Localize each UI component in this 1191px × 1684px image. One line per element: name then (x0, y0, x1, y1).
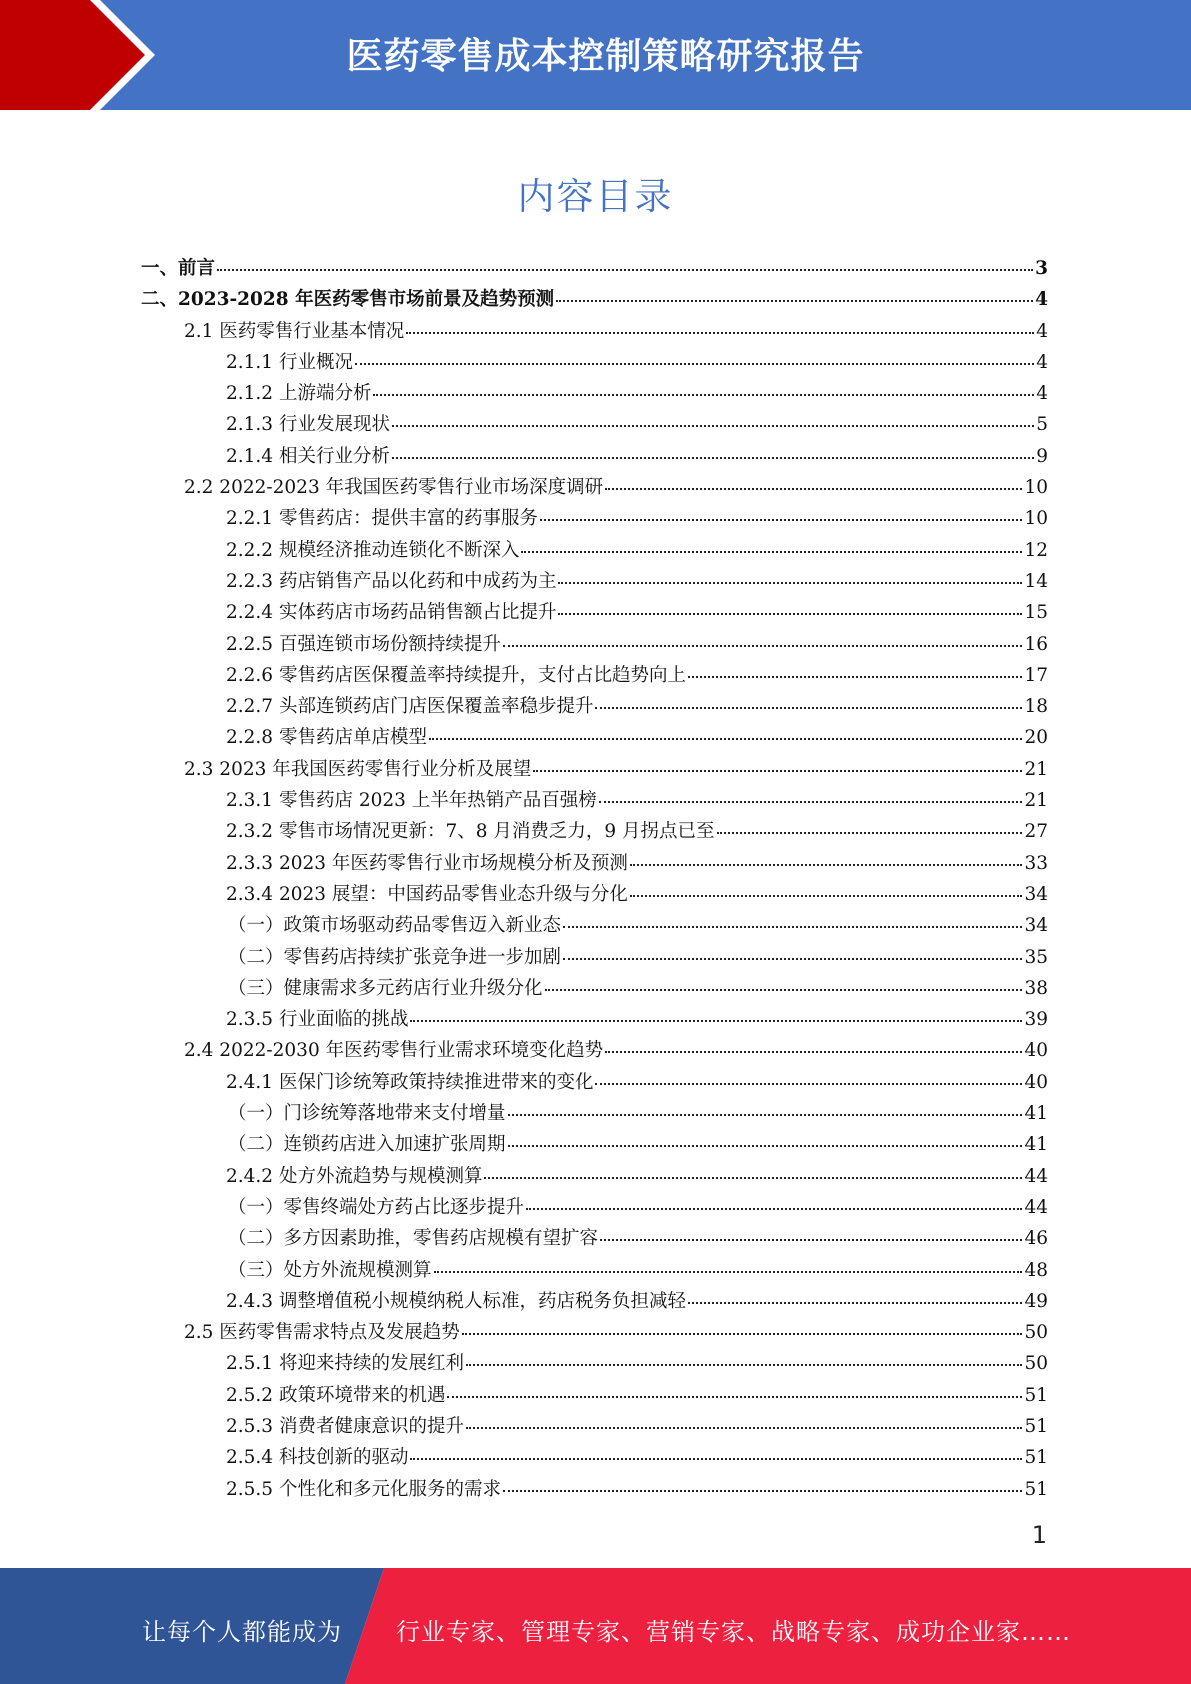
toc-entry-page: 4 (1035, 289, 1048, 311)
toc-entry[interactable] (141, 692, 1048, 723)
toc-entry-page: 35 (1024, 946, 1048, 968)
toc-entry[interactable] (141, 1412, 1048, 1443)
toc-entry-label: 2.2 2022-2023 年我国医药零售行业市场深度调研 (184, 477, 604, 499)
report-title: 医药零售成本控制策略研究报告 (346, 36, 865, 77)
toc-dot-leader (533, 770, 1022, 772)
toc-dot-leader (558, 582, 1022, 584)
toc-dot-leader (466, 1364, 1022, 1366)
toc-entry-label: 2.2.5 百强连锁市场份额持续提升 (226, 633, 501, 655)
toc-entry-label: 2.5.1 将迎来持续的发展红利 (226, 1353, 464, 1375)
toc-entry-page: 14 (1024, 570, 1048, 592)
toc-entry-page: 34 (1024, 883, 1048, 905)
toc-entry-label: 2.3.3 2023 年医药零售行业市场规模分析及预测 (226, 852, 628, 874)
toc-entry-page: 3 (1035, 258, 1048, 279)
toc-dot-leader (410, 1458, 1022, 1460)
toc-dot-leader (717, 832, 1023, 834)
toc-entry-label: 2.1.1 行业概况 (226, 351, 353, 373)
footer-banner (0, 1568, 1191, 1684)
toc-entry-label: 2.5.5 个性化和多元化服务的需求 (226, 1478, 501, 1500)
toc-dot-leader (392, 425, 1034, 427)
toc-entry-page: 40 (1024, 1071, 1048, 1093)
toc-entry-label: （一）政策市场驱动药品零售迈入新业态 (228, 915, 562, 937)
toc-entry[interactable] (141, 1256, 1048, 1287)
toc-dot-leader (503, 645, 1022, 647)
toc-entry-label: 2.1.3 行业发展现状 (226, 414, 390, 436)
toc-entry-page: 38 (1024, 977, 1048, 999)
toc-entry-label: 2.4.1 医保门诊统筹政策持续推进带来的变化 (226, 1071, 594, 1093)
toc-entry-label: 2.2.3 药店销售产品以化药和中成药为主 (226, 570, 557, 592)
toc-entry[interactable] (141, 1349, 1048, 1380)
toc-entry-label: （二）零售药店持续扩张竞争进一步加剧 (228, 946, 562, 968)
toc-dot-leader (429, 738, 1022, 740)
toc-entry[interactable] (141, 817, 1048, 848)
toc-entry-page: 41 (1024, 1103, 1048, 1125)
toc-dot-leader (605, 1051, 1022, 1053)
toc-entry[interactable] (141, 410, 1048, 441)
toc-entry-page: 9 (1036, 445, 1048, 467)
toc-entry[interactable] (141, 473, 1048, 504)
toc-entry-label: 2.4 2022-2030 年医药零售行业需求环境变化趋势 (184, 1040, 604, 1062)
toc-entry-page: 48 (1024, 1259, 1048, 1281)
toc-dot-leader (556, 300, 1033, 302)
toc-dot-leader (599, 801, 1023, 803)
toc-entry[interactable] (141, 786, 1048, 817)
toc-entry-label: 2.5 医药零售需求特点及发展趋势 (184, 1322, 460, 1344)
toc-entry-label: 2.3.1 零售药店 2023 上半年热销产品百强榜 (226, 790, 597, 812)
toc-entry-page: 50 (1024, 1353, 1048, 1375)
toc-entry-label: 2.1 医药零售行业基本情况 (184, 320, 405, 342)
toc-entry-label: 2.2.1 零售药店：提供丰富的药事服务 (226, 508, 538, 530)
toc-dot-leader (563, 958, 1022, 960)
toc-entry-label: 2.5.2 政策环境带来的机遇 (226, 1384, 446, 1406)
toc-entry-label: （三）处方外流规模测算 (228, 1259, 432, 1281)
toc-entry-label: 2.1.4 相关行业分析 (226, 445, 390, 467)
toc-entry-label: 2.3.5 行业面临的挑战 (226, 1009, 409, 1031)
toc-entry[interactable] (141, 1068, 1048, 1099)
toc-entry-page: 4 (1036, 320, 1048, 342)
toc-dot-leader (545, 989, 1023, 991)
toc-dot-leader (605, 488, 1022, 490)
toc-dot-leader (508, 1114, 1023, 1116)
toc-entry-label: 2.3.4 2023 展望：中国药品零售业态升级与分化 (226, 883, 628, 905)
toc-dot-leader (688, 1302, 1022, 1304)
toc-entry-page: 12 (1024, 539, 1048, 561)
footer-slogan-right: 行业专家、管理专家、营销专家、战略专家、成功企业家…… (396, 1618, 1071, 1646)
toc-entry[interactable] (141, 911, 1048, 942)
toc-dot-leader (630, 864, 1023, 866)
toc-entry[interactable] (141, 348, 1048, 379)
toc-entry-page: 40 (1024, 1040, 1048, 1062)
toc-dot-leader (355, 363, 1034, 365)
toc-entry[interactable] (141, 849, 1048, 880)
toc-entry-page: 46 (1024, 1228, 1048, 1250)
footer-slogan-left: 让每个人都能成为 (142, 1618, 342, 1646)
toc-dot-leader (447, 1396, 1022, 1398)
toc-dot-leader (630, 895, 1023, 897)
toc-dot-leader (540, 519, 1022, 521)
toc-entry[interactable] (141, 1130, 1048, 1161)
toc-entry[interactable] (141, 661, 1048, 692)
toc-entry-label: 2.2.6 零售药店医保覆盖率持续提升，支付占比趋势向上 (226, 664, 686, 686)
toc-entry-label: （三）健康需求多元药店行业升级分化 (228, 977, 543, 999)
toc-entry[interactable] (141, 723, 1048, 754)
page-number: 1 (1031, 1521, 1047, 1549)
toc-dot-leader (434, 1271, 1023, 1273)
toc-entry[interactable] (141, 1036, 1048, 1067)
header-banner (0, 0, 1191, 110)
toc-entry-label: 2.4.2 处方外流趋势与规模测算 (226, 1165, 483, 1187)
toc-dot-leader (503, 1490, 1022, 1492)
toc-entry[interactable] (141, 880, 1048, 911)
toc-entry[interactable] (141, 943, 1048, 974)
toc-dot-leader (558, 613, 1022, 615)
toc-dot-leader (392, 457, 1034, 459)
toc-entry[interactable] (141, 630, 1048, 661)
toc-entry[interactable] (141, 1162, 1048, 1193)
toc-entry-page: 41 (1024, 1134, 1048, 1156)
toc-dot-leader (508, 1145, 1023, 1147)
toc-entry-page: 15 (1024, 602, 1048, 624)
toc-entry-label: 2.4.3 调整增值税小规模纳税人标准，药店税务负担减轻 (226, 1290, 686, 1312)
toc-entry[interactable] (141, 755, 1048, 786)
toc-entry[interactable] (141, 1099, 1048, 1130)
toc-entry-page: 10 (1024, 508, 1048, 530)
toc-entry-label: 2.3.2 零售市场情况更新：7、8 月消费乏力，9 月拐点已至 (226, 821, 715, 843)
toc-entry-page: 39 (1024, 1009, 1048, 1031)
toc-entry-page: 4 (1036, 383, 1048, 405)
toc-entry[interactable] (141, 1381, 1048, 1412)
toc-entry-page: 44 (1024, 1165, 1048, 1187)
toc-entry-page: 4 (1036, 351, 1048, 373)
toc-entry-page: 49 (1024, 1290, 1048, 1312)
toc-entry-page: 17 (1024, 664, 1048, 686)
toc-entry[interactable] (141, 1193, 1048, 1224)
toc-dot-leader (563, 926, 1022, 928)
toc-entry-page: 21 (1024, 790, 1048, 812)
toc-dot-leader (217, 269, 1033, 271)
toc-entry[interactable] (141, 1224, 1048, 1255)
toc-entry[interactable] (141, 254, 1048, 285)
toc-entry-page: 51 (1024, 1384, 1048, 1406)
toc-entry[interactable] (141, 1318, 1048, 1349)
toc-entry-label: （二）连锁药店进入加速扩张周期 (228, 1134, 506, 1156)
toc-entry-label: （一）门诊统筹落地带来支付增量 (228, 1103, 506, 1125)
toc-entry-label: 2.1.2 上游端分析 (226, 383, 372, 405)
toc-entry[interactable] (141, 379, 1048, 410)
toc-dot-leader (595, 1083, 1022, 1085)
toc-entry-page: 21 (1024, 758, 1048, 780)
toc-entry[interactable] (141, 974, 1048, 1005)
toc-entry-page: 51 (1024, 1415, 1048, 1437)
toc-entry-label: 2.2.2 规模经济推动连锁化不断深入 (226, 539, 520, 561)
toc-dot-leader (595, 707, 1022, 709)
toc-entry[interactable] (141, 567, 1048, 598)
toc-heading: 内容目录 (517, 175, 674, 218)
toc-entry-page: 44 (1024, 1196, 1048, 1218)
toc-entry-label: 2.3 2023 年我国医药零售行业分析及展望 (184, 758, 532, 780)
toc-dot-leader (521, 551, 1022, 553)
toc-entry[interactable] (141, 317, 1048, 348)
toc-entry-label: （一）零售终端处方药占比逐步提升 (228, 1196, 525, 1218)
toc-entry-page: 5 (1036, 414, 1048, 436)
toc-entry-label: 2.5.4 科技创新的驱动 (226, 1447, 409, 1469)
toc-entry-label: 一、前言 (141, 258, 216, 279)
toc-dot-leader (688, 676, 1022, 678)
toc-entry[interactable] (141, 285, 1048, 316)
toc-dot-leader (526, 1208, 1022, 1210)
toc-entry-page: 51 (1024, 1447, 1048, 1469)
toc-dot-leader (410, 1020, 1022, 1022)
toc-entry[interactable] (141, 504, 1048, 535)
toc-entry-page: 50 (1024, 1322, 1048, 1344)
toc-dot-leader (600, 1239, 1022, 1241)
toc-entry-page: 18 (1024, 696, 1048, 718)
toc-dot-leader (462, 1333, 1023, 1335)
toc-entry[interactable] (141, 1475, 1048, 1506)
toc-entry-page: 20 (1024, 727, 1048, 749)
toc-entry-label: （二）多方因素助推，零售药店规模有望扩容 (228, 1228, 599, 1250)
toc-entry-label: 2.2.4 实体药店市场药品销售额占比提升 (226, 602, 557, 624)
toc-dot-leader (373, 394, 1034, 396)
toc-entry-page: 27 (1024, 821, 1048, 843)
toc-entry[interactable] (141, 536, 1048, 567)
toc-entry-label: 2.2.7 头部连锁药店门店医保覆盖率稳步提升 (226, 696, 594, 718)
toc-entry-label: 2.5.3 消费者健康意识的提升 (226, 1415, 464, 1437)
toc-entry-page: 10 (1024, 477, 1048, 499)
table-of-contents (141, 254, 1048, 1506)
toc-entry[interactable] (141, 442, 1048, 473)
toc-entry-page: 51 (1024, 1478, 1048, 1500)
toc-dot-leader (466, 1427, 1022, 1429)
toc-entry-label: 二、2023-2028 年医药零售市场前景及趋势预测 (141, 289, 555, 311)
toc-entry[interactable] (141, 1443, 1048, 1474)
toc-entry[interactable] (141, 1287, 1048, 1318)
toc-entry-page: 16 (1024, 633, 1048, 655)
toc-entry-label: 2.2.8 零售药店单店模型 (226, 727, 427, 749)
toc-entry-page: 34 (1024, 915, 1048, 937)
toc-dot-leader (484, 1177, 1022, 1179)
toc-dot-leader (406, 332, 1034, 334)
toc-entry[interactable] (141, 598, 1048, 629)
toc-entry[interactable] (141, 1005, 1048, 1036)
toc-entry-page: 33 (1024, 852, 1048, 874)
